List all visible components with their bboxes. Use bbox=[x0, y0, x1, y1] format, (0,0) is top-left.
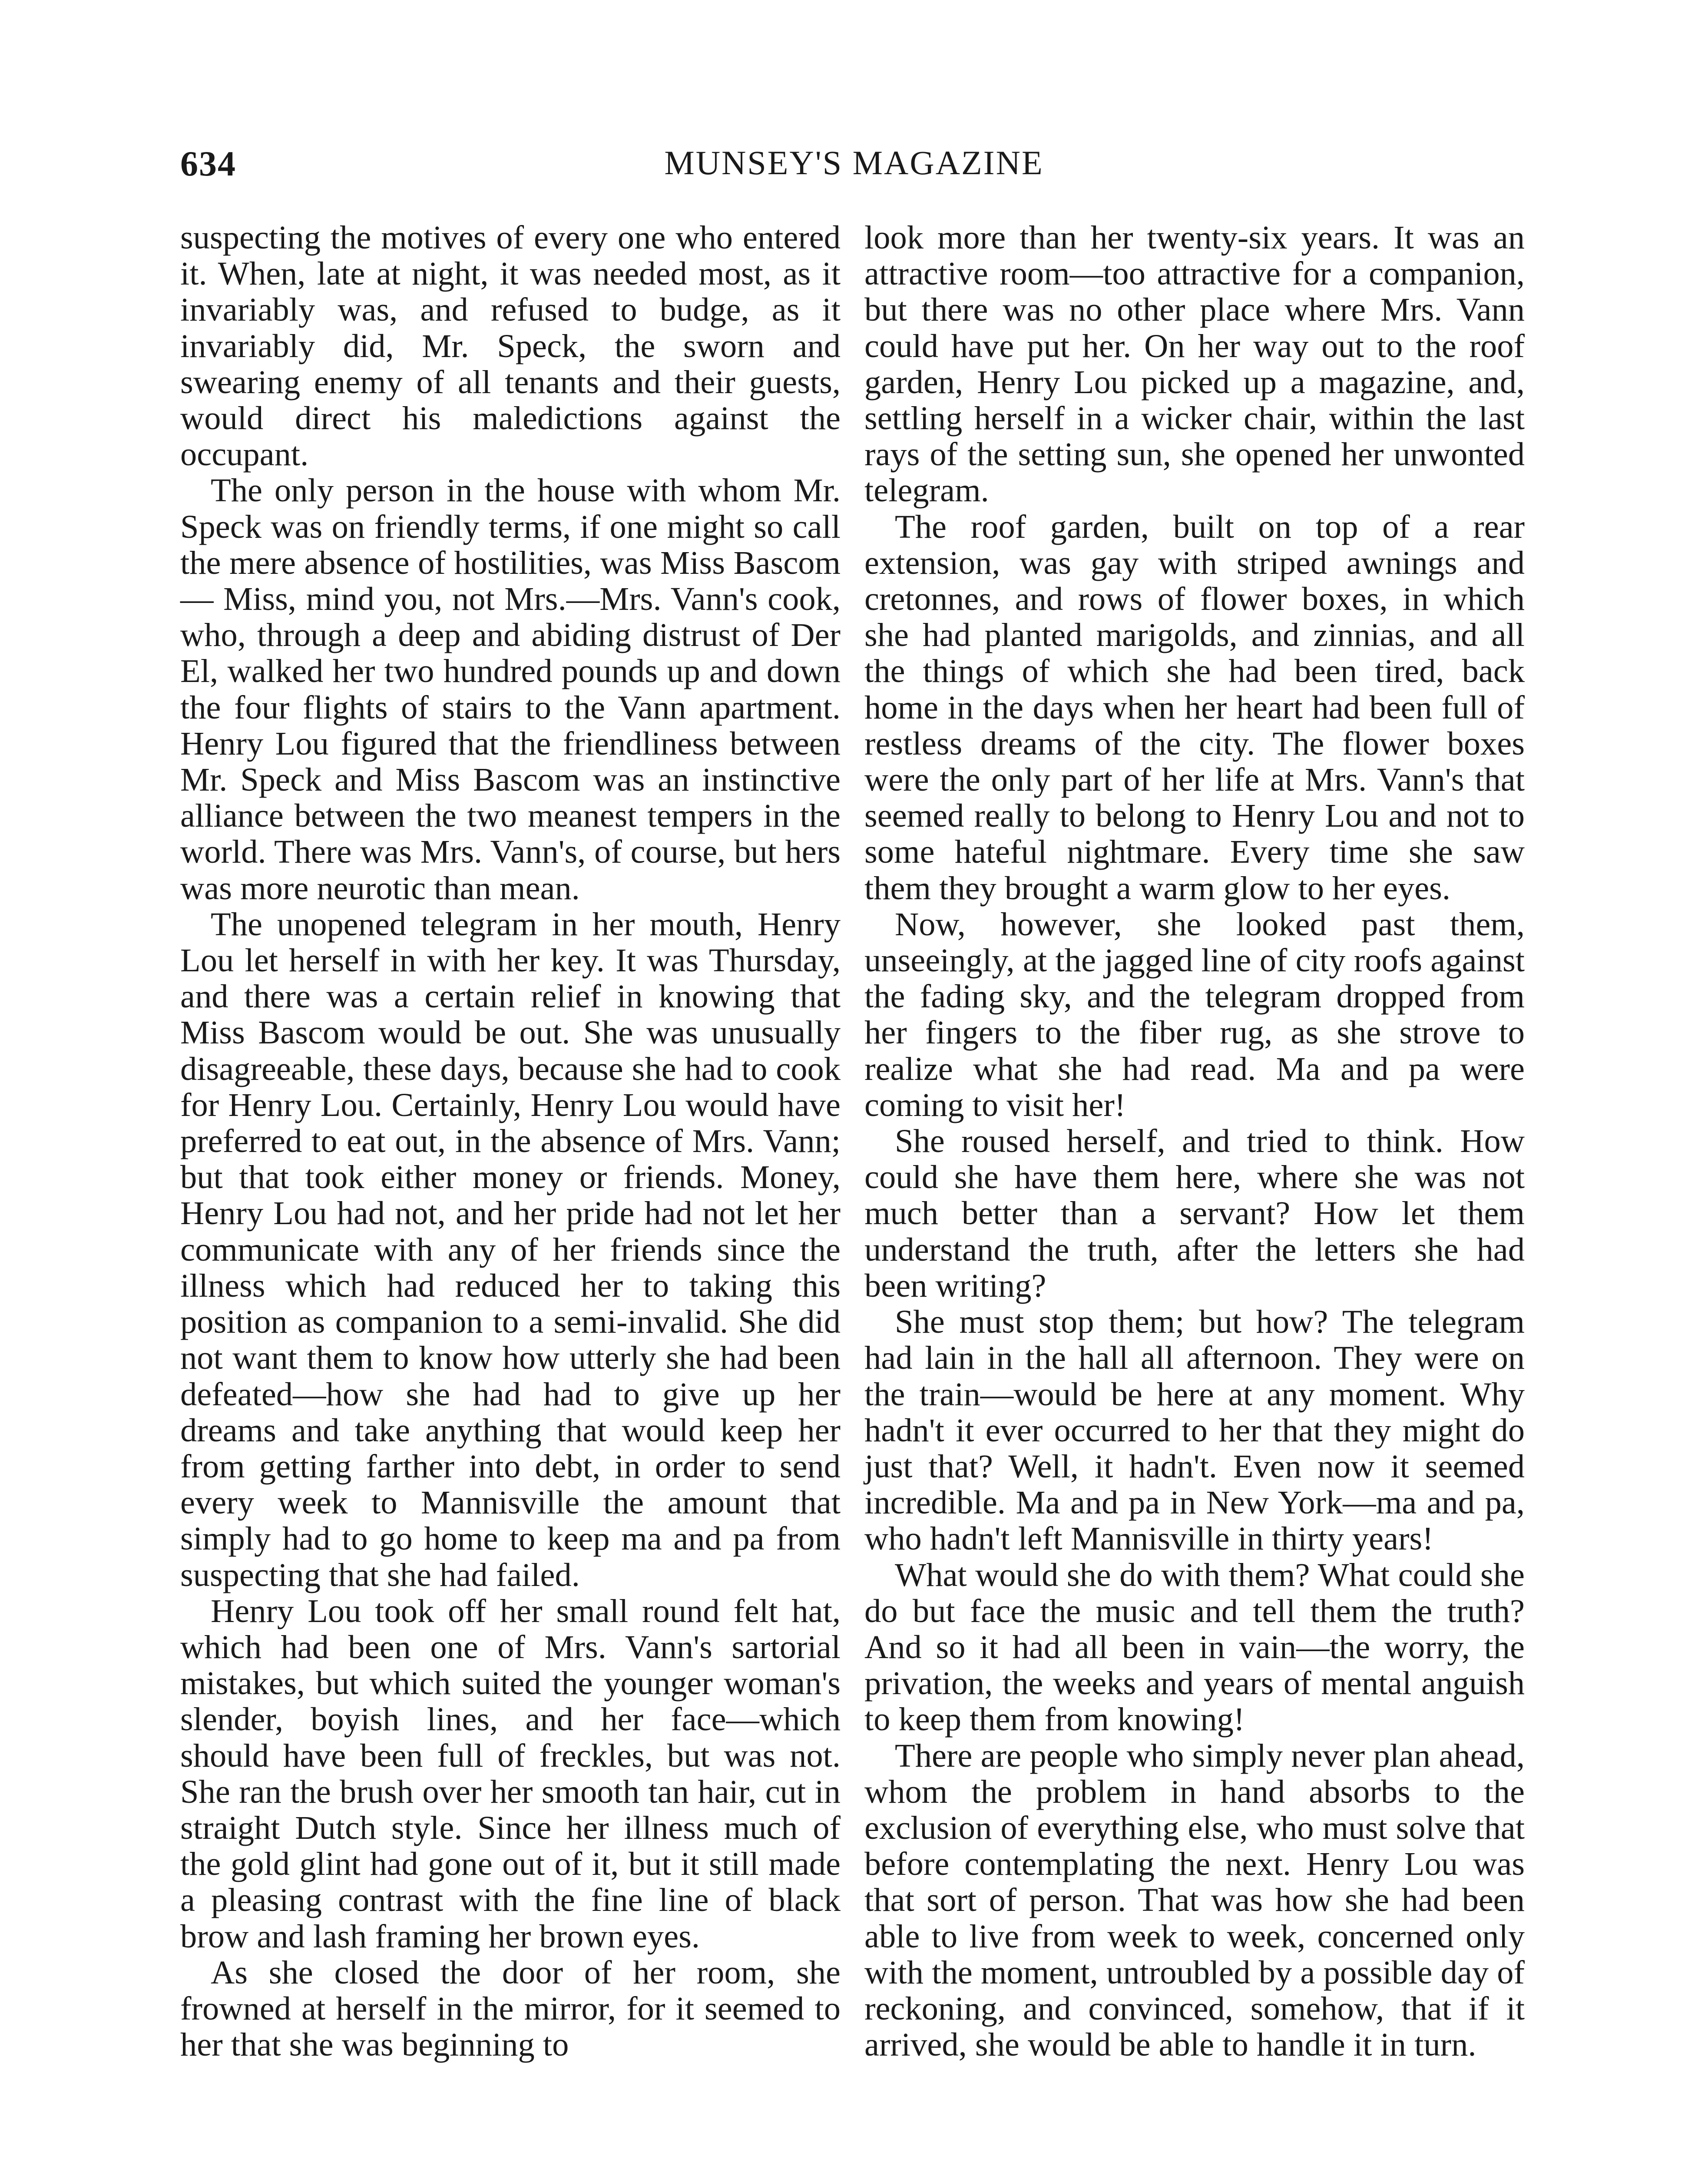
paragraph: The unopened telegram in her mouth, Henry Lou let herself in with her key. It was Thursday, and there was a certain relief in knowing that Miss Bascom would be out. She was unusually disagreeable, these days, because she had to cook for Henry Lou. Certainly, Henry Lou would have preferred to eat out, in the absence of Mrs. Vann; but that took either money or friends. Money, Henry Lou had not, and her pride had not let her communicate with any of her friends since the illness which had reduced her to taking this position as companion to a semi-invalid. She did not want them to know how utterly she had been defeated—how she had had to give up her dreams and take anything that would keep her from getting farther into debt, in order to send every week to Mannisville the amount that simply had to go home to keep ma and pa from suspecting that she had failed. bbox=[180, 905, 841, 1593]
paragraph: suspecting the motives of every one who entered it. When, late at night, it was needed most, as it invariably was, and refused to budge, as it invariably did, Mr. Speck, the sworn and swearing enemy of all tenants and their guests, would direct his maledictions against the occupant. bbox=[180, 219, 841, 473]
paragraph: There are people who simply never plan ahead, whom the problem in hand absorbs to the exclusion of everything else, who must solve that before contemplating the next. Henry Lou was that sort of person. That was how she had been able to live from week to week, concerned only with the moment, untroubled by a possible day of reckoning, and convinced, somehow, that if it arrived, she would be able to handle it in turn. bbox=[864, 1737, 1525, 2063]
left-column bbox=[180, 219, 841, 2063]
paragraph: The roof garden, built on top of a rear extension, was gay with striped awnings and cretonnes, and rows of flower boxes, in which she had planted marigolds, and zinnias, and all the things of which she had been tired, back home in the days when her heart had been full of restless dreams of the city. The flower boxes were the only part of her life at Mrs. Vann's that seemed really to belong to Henry Lou and not to some hateful nightmare. Every time she saw them they brought a warm glow to her eyes. bbox=[864, 508, 1525, 907]
running-title: MUNSEY'S MAGAZINE bbox=[664, 144, 1044, 182]
paragraph: look more than her twenty-six years. It was an attractive room—too attractive for a companion, but there was no other place where Mrs. Vann could have put her. On her way out to the roof garden, Henry Lou picked up a magazine, and, settling herself in a wicker chair, within the last rays of the setting sun, she opened her unwonted telegram. bbox=[864, 219, 1525, 509]
paragraph: Henry Lou took off her small round felt hat, which had been one of Mrs. Vann's sartorial mistakes, but which suited the younger woman's slender, boyish lines, and her face—which should have been full of freckles, but was not. She ran the brush over her smooth tan hair, cut in straight Dutch style. Since her illness much of the gold glint had gone out of it, but it still made a pleasing contrast with the fine line of black brow and lash framing her brown eyes. bbox=[180, 1592, 841, 1955]
paragraph: The only person in the house with whom Mr. Speck was on friendly terms, if one might so call the mere absence of hostilities, was Miss Bascom — Miss, mind you, not Mrs.—Mrs. Vann's cook, who, through a deep and abiding distrust of Der El, walked her two hundred pounds up and down the four flights of stairs to the Vann apartment. Henry Lou figured that the friendliness between Mr. Speck and Miss Bascom was an instinctive alliance between the two meanest tempers in the world. There was Mrs. Vann's, of course, but hers was more neurotic than mean. bbox=[180, 472, 841, 907]
page-number: 634 bbox=[180, 144, 236, 183]
paragraph: She roused herself, and tried to think. How could she have them here, where she was not much better than a servant? How let them understand the truth, after the letters she had been writing? bbox=[864, 1122, 1525, 1304]
paragraph: She must stop them; but how? The telegram had lain in the hall all afternoon. They were on the train—would be here at any moment. Why hadn't it ever occurred to her that they might do just that? Well, it hadn't. Even now it seemed incredible. Ma and pa in New York—ma and pa, who hadn't left Mannisville in thirty years! bbox=[864, 1303, 1525, 1557]
paragraph: Now, however, she looked past them, unseeingly, at the jagged line of city roofs against the fading sky, and the telegram dropped from her fingers to the fiber rug, as she strove to realize what she had read. Ma and pa were coming to visit her! bbox=[864, 905, 1525, 1123]
right-column bbox=[864, 219, 1525, 2063]
paragraph: What would she do with them? What could she do but face the music and tell them the truth? And so it had all been in vain—the worry, the privation, the weeks and years of mental anguish to keep them from knowing! bbox=[864, 1556, 1525, 1738]
paragraph: As she closed the door of her room, she frowned at herself in the mirror, for it seemed to her that she was beginning to bbox=[180, 1953, 841, 2063]
